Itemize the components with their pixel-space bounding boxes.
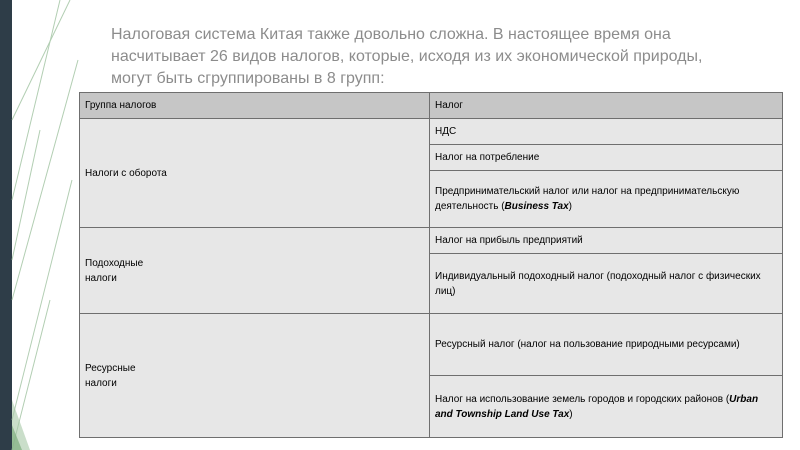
group-cell-turnover [80,119,430,228]
tax-cell: Налог на потребление [430,145,783,171]
tax-cell: Индивидуальный подоходный налог (подоходный налог с физических лиц) [430,254,783,314]
tax-english-name: Urban and Township Land Use Tax [435,393,759,420]
decorative-lines [0,0,80,450]
group-cell-income [80,228,430,314]
slide-title: Налоговая система Китая также довольно сложна. В настоящее время она насчитывает 26 видов налогов, которые, исходя из их экономической природы, могут быть сгруппированы в 8 групп: [111,26,703,87]
table-row [80,228,783,254]
tax-cell: НДС [430,119,783,145]
group-name: Налоги с оборота [85,167,167,179]
tax-cell [430,171,783,228]
group-name: Подоходные налоги [85,257,144,284]
tax-text: Налог на использование земель городов и городских районов ( [435,393,730,405]
table-row [80,119,783,145]
tax-text: Предпринимательский налог или налог на предпринимательскую деятельность ( [435,186,740,212]
header-tax: Налог [430,93,783,119]
tax-english-name: Business Tax [504,201,569,212]
group-name: Ресурсные налоги [85,362,136,389]
table-header-row [80,93,783,119]
tax-cell [430,376,783,438]
tax-cell: Налог на прибыль предприятий [430,228,783,254]
group-cell-resource [80,314,430,438]
tax-text-end: ) [568,201,572,212]
header-group: Группа налогов [80,93,430,119]
tax-groups-table [79,92,783,438]
tax-text-end: ) [569,408,573,420]
tax-cell: Ресурсный налог (налог на пользование природными ресурсами) [430,314,783,376]
table-row [80,314,783,376]
